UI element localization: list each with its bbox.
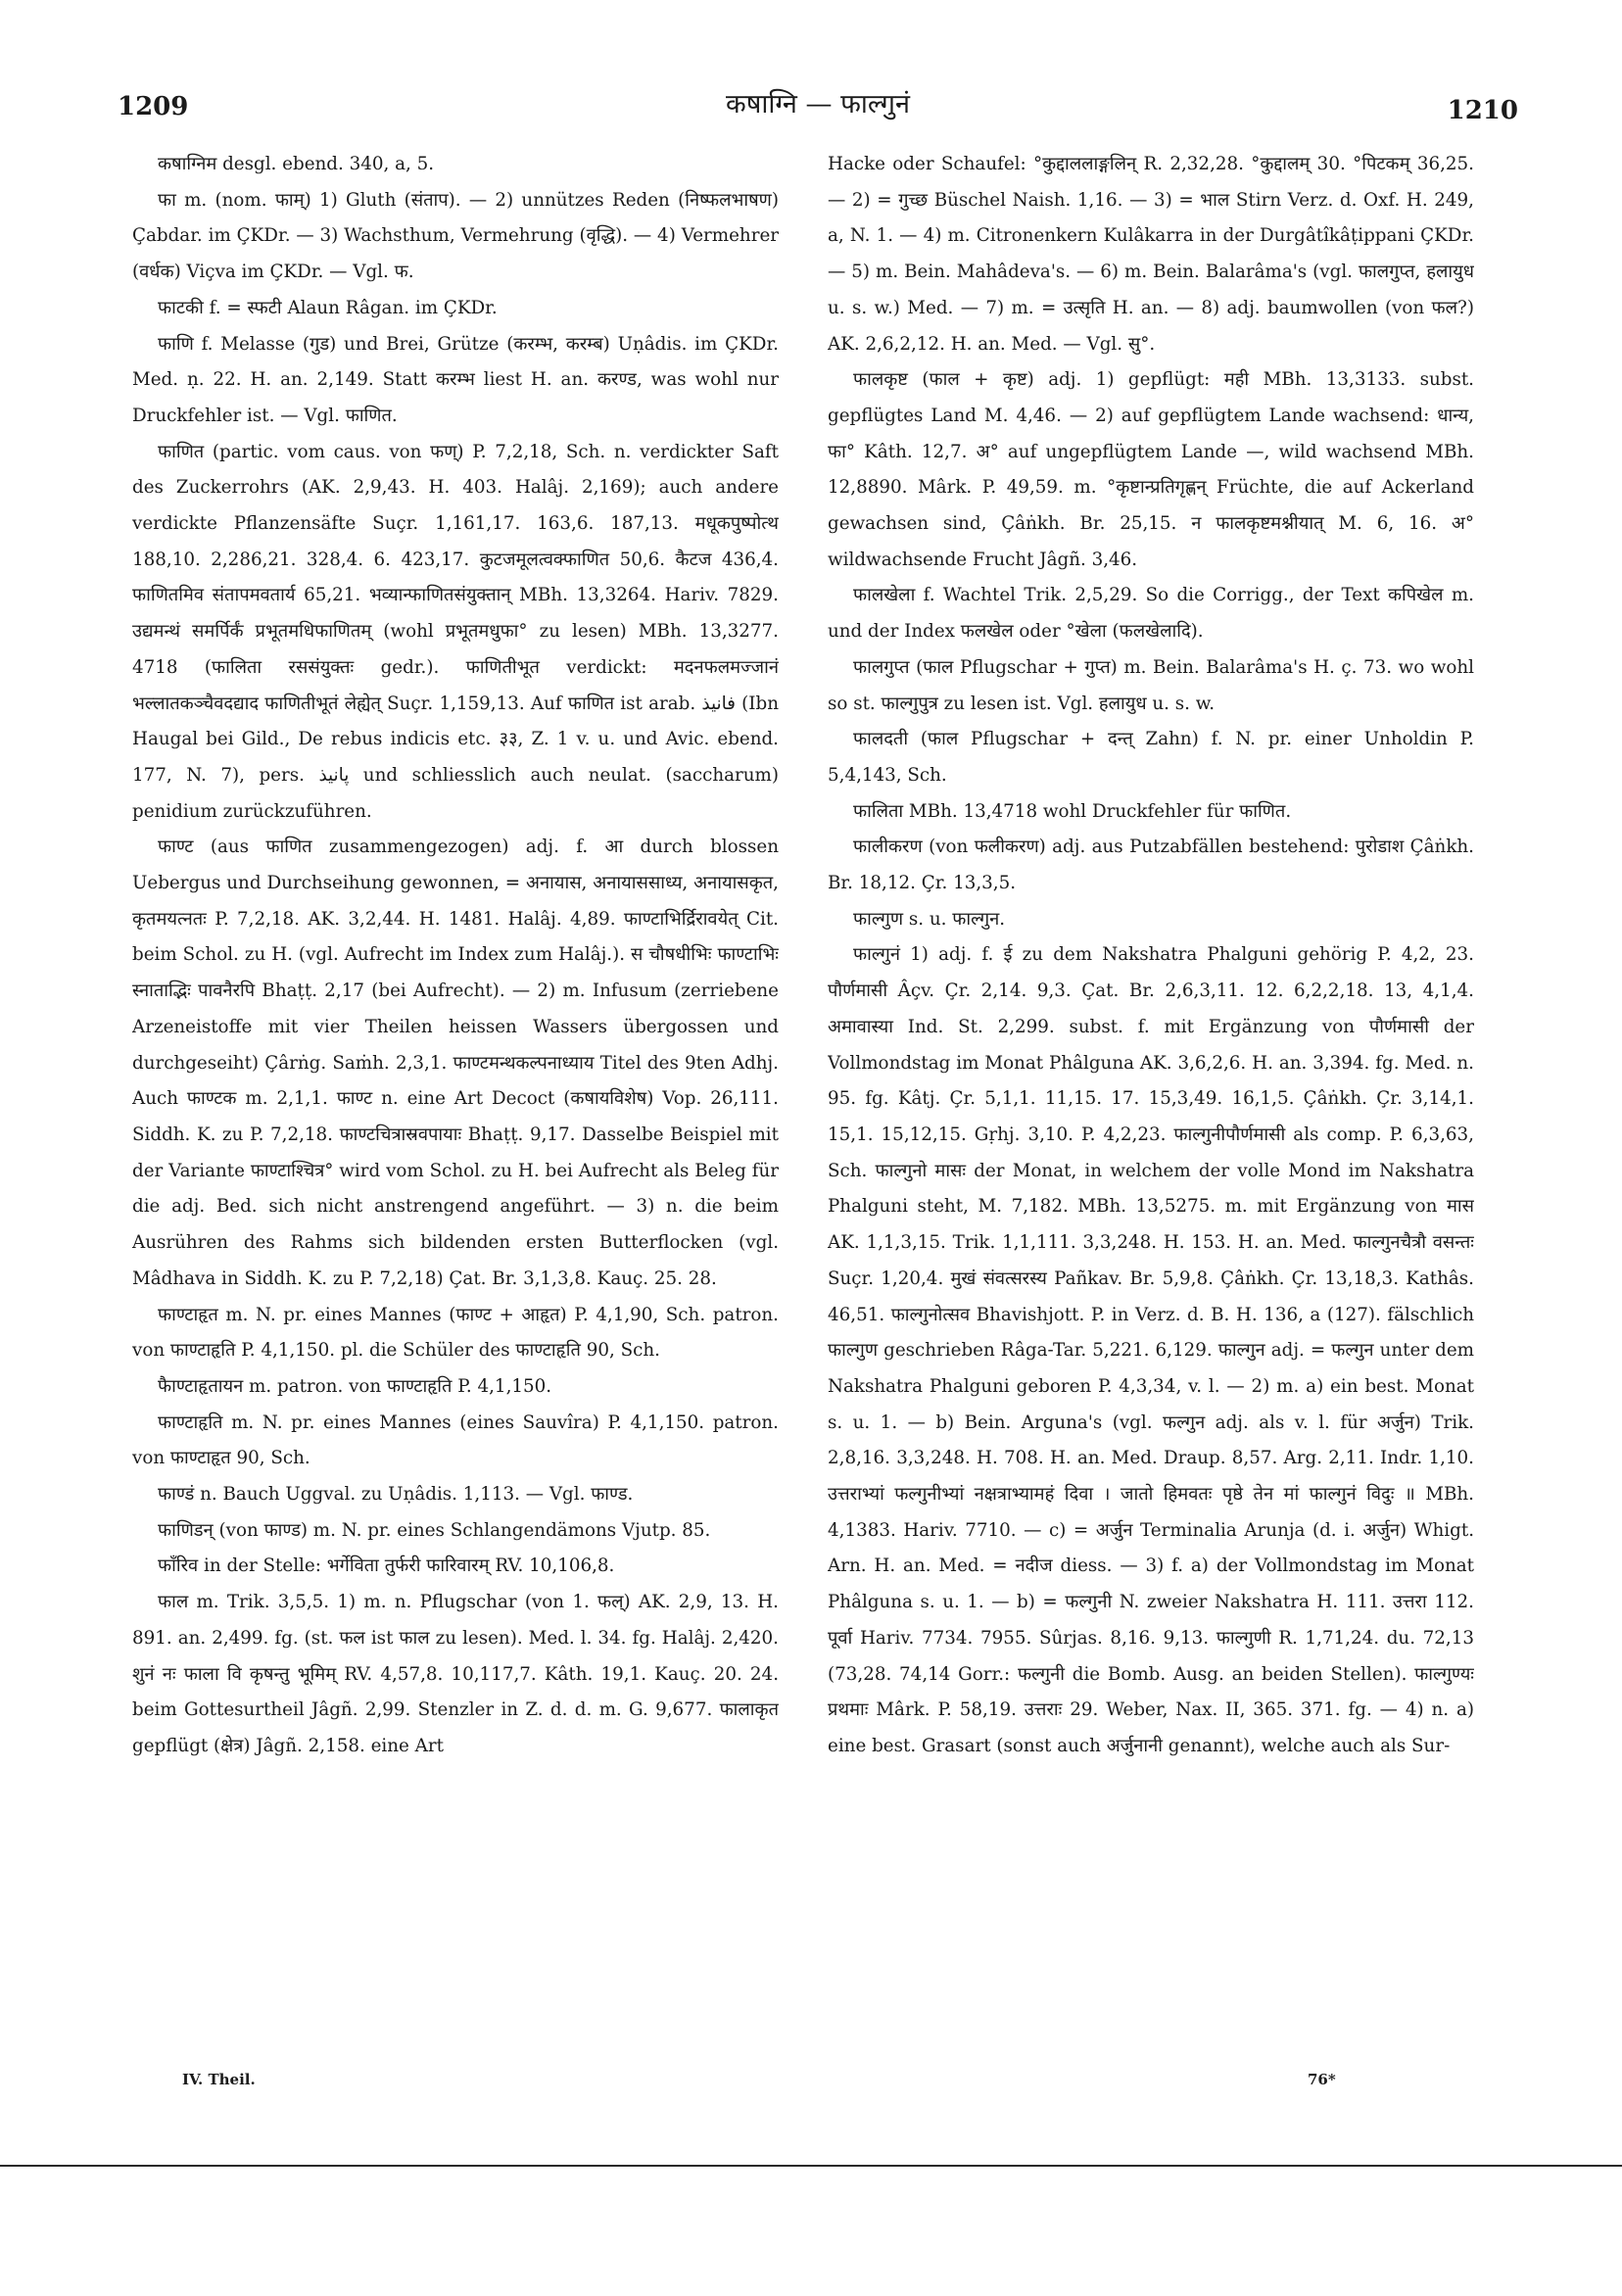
dictionary-entry: फाल m. Trik. 3,5,5. 1) m. n. Pflugschar (von 1. फल्) AK. 2,9, 13. H. 891. an. 2,499. fg. (st. फल ist फाल zu lesen). Med. l. 34. fg. Halâj. 2,420. शुनं नः फाला वि कृषन्तु भूमिम् RV. 4,57,8. 10,117,7. Kâth. 19,1. Kauç. 20. 24. beim Gottesurtheil Jâgñ. 2,99. Stenzler in Z. d. d. m. G. 9,677. फालाकृत gepflügt (क्षेत्र) Jâgñ. 2,158. eine Art [132,1592,779,1756]
page-number-right: 1210 [1447,96,1518,125]
dictionary-entry: फाण्टाहृति m. N. pr. eines Mannes (eines Sauvîra) P. 4,1,150. patron. von फाण्टाहृत 90, Sch. [132,1411,779,1469]
dictionary-entry: फाल्गुण s. u. फाल्गुन. [853,908,1006,930]
dictionary-entry: फालगुप्त (फाल Pflugschar + गुप्त) m. Bein. Balarâma's H. ç. 73. wo wohl so st. फाल्गुपुत्र zu lesen ist. Vgl. हलायुध u. s. w. [828,656,1474,714]
dictionary-entry: फाँरिव in der Stelle: भर्गेविता तुर्फरी फारिवारम् RV. 10,106,8. [158,1555,615,1577]
signature-mark-right: 76* [1308,2071,1336,2088]
dictionary-entry: कषाग्निम desgl. ebend. 340, a, 5. [158,154,435,174]
dictionary-entry: फाण्डं n. Bauch Uggval. zu Uṇâdis. 1,113. — Vgl. फाण्ड. [158,1484,634,1506]
signature-mark-left: IV. Theil. [182,2071,256,2088]
bottom-rule [0,2165,1622,2167]
dictionary-entry: फाटकी f. = स्फटी Alaun Râgan. im ÇKDr. [158,297,498,318]
dictionary-entry: फाल्गुनं 1) adj. f. ई zu dem Nakshatra Phalguni gehörig P. 4,2, 23. पौर्णमासी Âçv. Çr. 2,14. 9,3. Çat. Br. 2,6,3,11. 12. 6,2,2,18. 13, 4,1,4. अमावास्या Ind. St. 2,299. subst. f. mit Ergänzung von पौर्णमासी der Vollmondstag im Monat Phâlguna AK. 3,6,2,6. H. an. 3,394. fg. Med. n. 95. fg. Kâtj. Çr. 5,1,1. 11,15. 17. 15,3,49. 16,1,5. Çâṅkh. Çr. 3,14,1. 15,1. 15,12,15. Gṛhj. 3,10. P. 4,2,23. फाल्गुनीपौर्णमासी als comp. P. 6,3,63, Sch. फाल्गुनो मासः der Monat, in welchem der volle Mond im Nakshatra Phalguni steht, M. 7,182. MBh. 13,5275. m. mit Ergänzung von मास AK. 1,1,3,15. Trik. 1,1,111. 3,3,248. H. 153. H. an. Med. फाल्गुनचैत्रौ वसन्तः Suçr. 1,20,4. मुखं संवत्सरस्य Pañkav. Br. 5,9,8. Çâṅkh. Çr. 13,18,3. Kathâs. 46,51. फाल्गुनोत्सव Bhavishjott. P. in Verz. d. B. H. 136, a (127). fälschlich फाल्गुण geschrieben Râga-Tar. 5,221. 6,129. फाल्गुन adj. = फल्गुन unter dem Nakshatra Phalguni geboren P. 4,3,34, v. l. — 2) m. a) ein best. Monat s. u. 1. — b) Bein. Arguna's (vgl. फल्गुन adj. als v. l. für अर्जुन) Trik. 2,8,16. 3,3,248. H. 708. H. an. Med. Draup. 8,57. Arg. 2,11. Indr. 1,10. उत्तराभ्यां फल्गुनीभ्यां नक्षत्राभ्यामहं दिवा । जातो हिमवतः पृष्ठे तेन मां फाल्गुनं विदुः ॥ MBh. 4,1383. Hariv. 7710. — c) = अर्जुन Terminalia Arunja (d. i. अर्जुन) Whigt. Arn. H. an. Med. = नदीज diess. — 3) f. a) der Vollmondstag im Monat Phâlguna s. u. 1. — b) = फल्गुनी N. zweier Nakshatra H. 111. उत्तरा 112. पूर्वा Hariv. 7734. 7955. Sûrjas. 8,16. 9,13. फाल्गुणी R. 1,71,24. du. 72,13 (73,28. 74,14 Gorr.: फल्गुनी die Bomb. Ausg. an beiden Stellen). फाल्गुण्यः प्रथमाः Mârk. P. 58,19. उत्तराः 29. Weber, Nax. II, 365. 371. fg. — 4) n. a) eine best. Grasart (sonst auch अर्जुनानी genannt), welche auch als Sur- [828,944,1474,1756]
dictionary-entry: फा m. (nom. फाम्) 1) Gluth (संताप). — 2) unnützes Reden (निष्फलभाषण) Çabdar. im ÇKDr. — 3) Wachsthum, Vermehrung (वृद्धि). — 4) Vermehrer (वर्धक) Viçva im ÇKDr. — Vgl. फ. [132,189,779,283]
dictionary-entry: फाण्ट (aus फाणित zusammengezogen) adj. f. आ durch blossen Uebergus und Durchseihung gewonnen, = अनायास, अनायाससाध्य, अनायासकृत, कृतमयत्नतः P. 7,2,18. AK. 3,2,44. H. 1481. Halâj. 4,89. फाण्टाभिर्द्रिरावयेत् Cit. beim Schol. zu H. (vgl. Aufrecht im Index zum Halâj.). स चौषधीभिः फाण्टाभिः स्नाताद्भिः पावनैरपि Bhaṭṭ. 2,17 (bei Aufrecht). — 2) m. Infusum (zerriebene Arzeneistoffe mit vier Theilen heissen Wassers übergossen und durchgeseiht) Çârṅg. Saṁh. 2,3,1. फाण्टमन्थकल्पनाध्याय Titel des 9ten Adhj. Auch फाण्टक m. 2,1,1. फाण्ट n. eine Art Decoct (कषायविशेष) Vop. 26,111. Siddh. K. zu P. 7,2,18. फाण्टचित्रास्रवपायाः Bhaṭṭ. 9,17. Dasselbe Beispiel mit der Variante फाण्टाश्चित्र° wird vom Schol. zu H. bei Aufrecht als Beleg für die adj. Bed. sich nicht anstrengend angeführt. — 3) n. die beim Ausrühren des Rahms sich bildenden ersten Butterflocken (vgl. Mâdhava in Siddh. K. zu P. 7,2,18) Çat. Br. 3,1,3,8. Kauç. 25. 28. [132,837,779,1289]
dictionary-entry: फालिता MBh. 13,4718 wohl Druckfehler für फाणित. [853,800,1292,822]
page-number-left: 1209 [118,92,189,121]
dictionary-entry-continued: Hacke oder Schaufel: °कुद्दाललाङ्गलिन् R. 2,32,28. °कुद्दालम् 30. °पिटकम् 36,25. — 2) = गुच्छ Büschel Naish. 1,16. — 3) = भाल Stirn Verz. d. Oxf. H. 249, a, N. 1. — 4) m. Citronenkern Kulâkarra in der Durgâtîkâṭippani ÇKDr. — 5) m. Bein. Mahâdeva's. — 6) m. Bein. Balarâma's (vgl. फालगुप्त, हलायुध u. s. w.) Med. — 7) m. = उत्सृति H. an. — 8) adj. baumwollen (von फल?) AK. 2,6,2,12. H. an. Med. — Vgl. सु°. [828,154,1474,355]
dictionary-entry: फालदती (फाल Pflugschar + दन्त् Zahn) f. N. pr. einer Unholdin P. 5,4,143, Sch. [828,729,1474,786]
dictionary-entry: फाणित (partic. vom caus. von फण्) P. 7,2,18, Sch. n. verdickter Saft des Zuckerrohrs (AK. 2,9,43. H. 403. Halâj. 2,169); auch andere verdickte Pflanzensäfte Suçr. 1,161,17. 163,6. 187,13. मधूकपुष्पोत्थ 188,10. 2,286,21. 328,4. 6. 423,17. कुटजमूलत्वक्फाणित 50,6. कैटज 436,4. फाणितमिव संतापमवतार्य 65,21. भव्यान्फाणितसंयुक्तान् MBh. 13,3264. Hariv. 7829. उद्यमन्थं समर्पिर्कं प्रभूतमधिफाणितम् (wohl प्रभूतमधुफा° zu lesen) MBh. 13,3277. 4718 (फालिता रससंयुक्तः gedr.). फाणितीभूत verdickt: मदनफलमज्जानं भल्लातकञ्चैवदद्याद फाणितीभूतं लेह्येत् Suçr. 1,159,13. Auf फाणित ist arab. فانيذ (Ibn Haugal bei Gild., De rebus indicis etc. ३३, Z. 1 v. u. und Avic. ebend. 177, N. 7), pers. پانيذ und schliesslich auch neulat. (saccharum) penidium zurückzuführen. [132,441,779,822]
left-column [132,147,779,2067]
dictionary-entry: फैाण्टाहृतायन m. patron. von फाण्टाहृति P. 4,1,150. [158,1375,552,1397]
dictionary-entry: फाणि f. Melasse (गुड) und Brei, Grütze (करम्भ, करम्ब) Uṇâdis. im ÇKDr. Med. ṇ. 22. H. an. 2,149. Statt करम्भ liest H. an. करण्ड, was wohl nur Druckfehler ist. — Vgl. फाणित. [132,333,779,426]
dictionary-entry: फाणिडन् (von फाण्ड) m. N. pr. eines Schlangendämons Vjutp. 85. [158,1519,711,1541]
dictionary-entry: फालकृष्ट (फाल + कृष्ट) adj. 1) gepflügt: मही MBh. 13,3133. subst. gepflügtes Land M. 4,46. — 2) auf gepflügtem Lande wachsend: धान्य, फा° Kâth. 12,7. अ° auf ungepflügtem Lande —, wild wachsend MBh. 12,8890. Mârk. P. 49,59. m. °कृष्टान्प्रतिगृह्णन् Früchte, die auf Ackerland gewachsen sind, Çâṅkh. Br. 25,15. न फालकृष्टमश्नीयात् M. 6, 16. अ° wildwachsende Frucht Jâgñ. 3,46. [828,369,1474,570]
page-header [118,84,1518,139]
dictionary-entry: फालीकरण (von फलीकरण) adj. aus Putzabfällen bestehend: पुरोडाश Çâṅkh. Br. 18,12. Çr. 13,3,5. [828,837,1474,894]
dictionary-entry: फालखेला f. Wachtel Trik. 2,5,29. So die Corrigg., der Text कपिखेल m. und der Index फलखेल oder °खेला (फलखेलादि). [828,585,1474,643]
right-column [828,147,1474,2067]
dictionary-entry: फाण्टाहृत m. N. pr. eines Mannes (फाण्ट + आहृत) P. 4,1,90, Sch. patron. von फाण्टाहृति P. 4,1,150. pl. die Schüler des फाण्टाहृति 90, Sch. [132,1304,779,1362]
running-title: कषाग्नि — फाल्गुनं [726,89,910,120]
